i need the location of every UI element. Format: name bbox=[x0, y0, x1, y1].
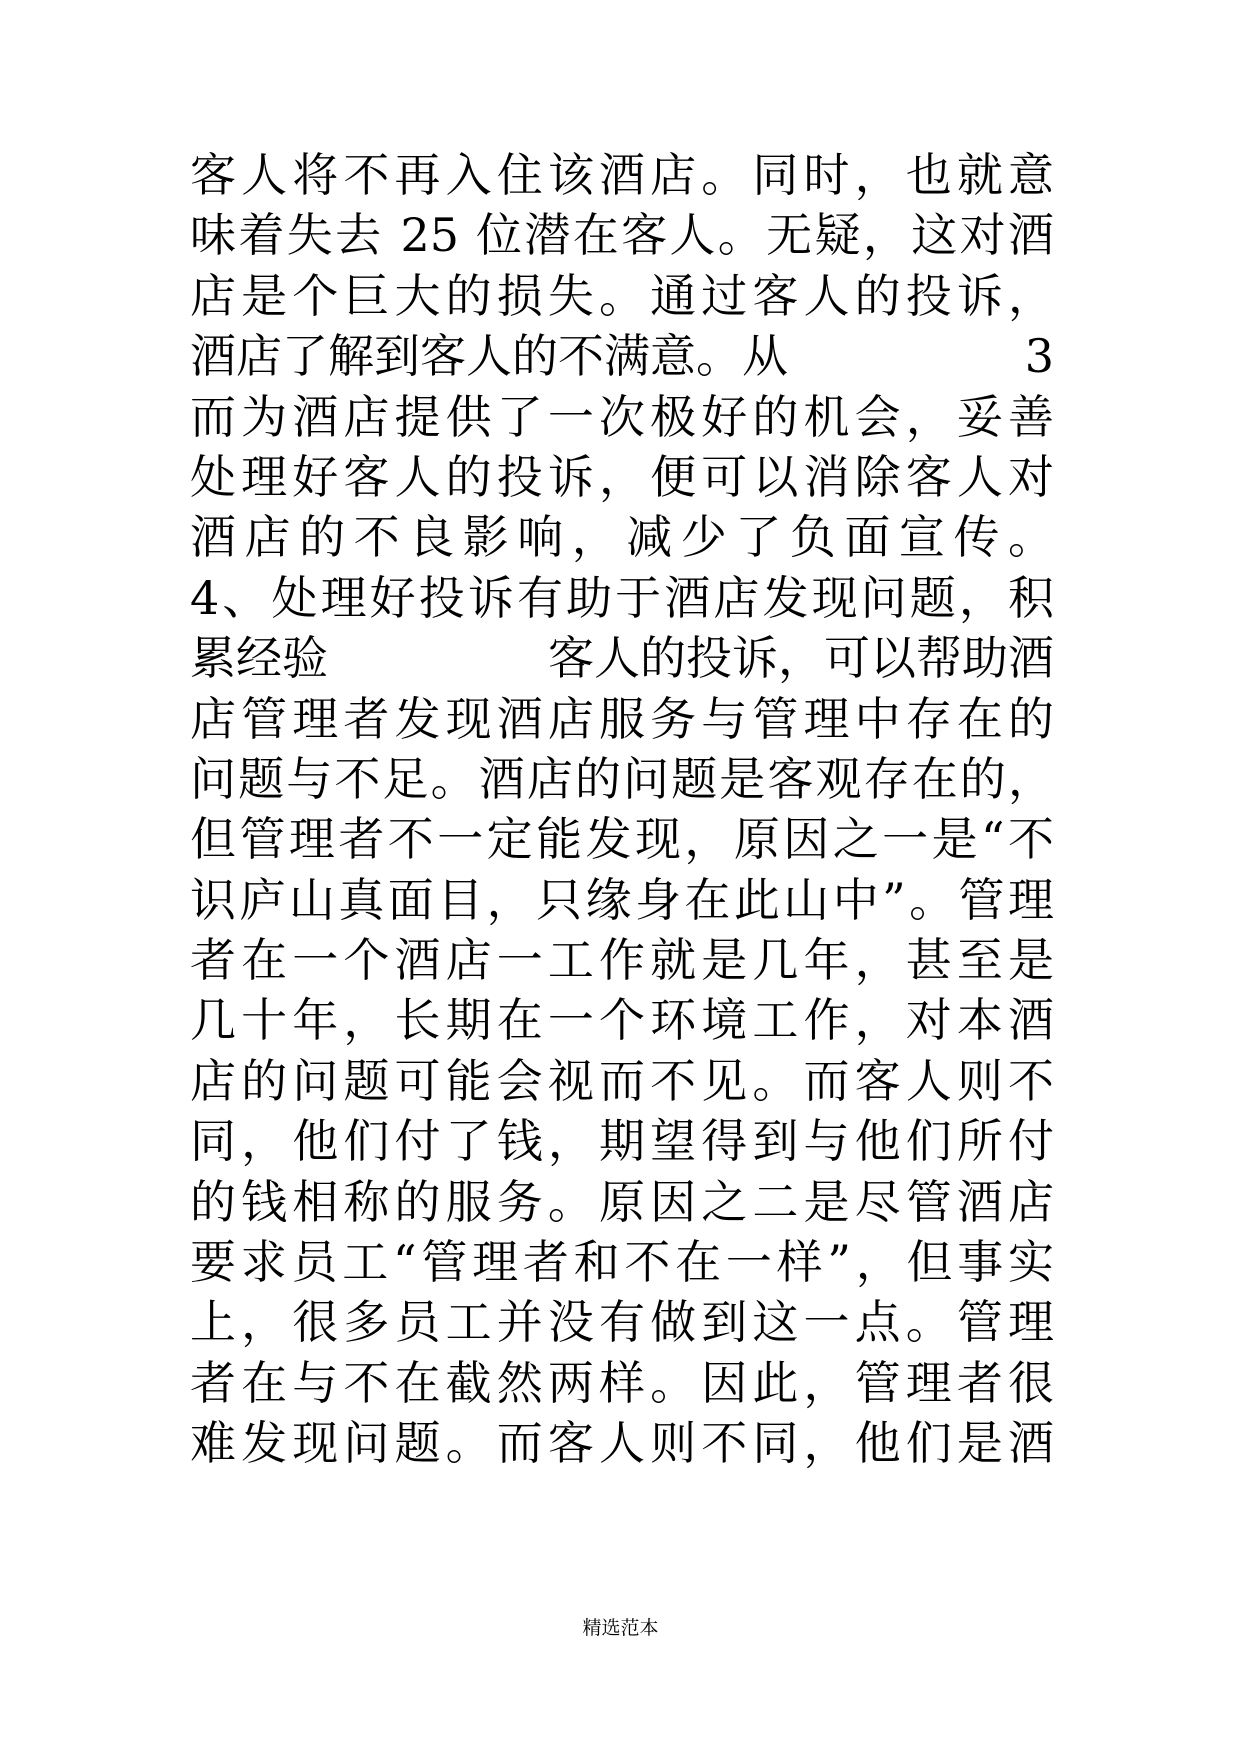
body-text bbox=[190, 145, 1054, 1474]
text-line bbox=[190, 326, 1054, 386]
text-line: 的钱相称的服务。原因之二是尽管酒店 bbox=[190, 1174, 1054, 1229]
text-line: 但管理者不一定能发现，原因之一是“不 bbox=[190, 812, 1054, 867]
text-line: 而为酒店提供了一次极好的机会，妥善 bbox=[190, 389, 1054, 444]
text-line: 客人将不再入住该酒店。同时，也就意 bbox=[190, 148, 1054, 202]
text-fragment: 累经验 bbox=[190, 631, 328, 686]
text-line: 要求员工“管理者和不在一样”，但事实 bbox=[190, 1235, 1054, 1290]
text-line: 店管理者发现酒店服务与管理中存在的 bbox=[190, 691, 1054, 746]
text-line: 者在一个酒店一工作就是几年，甚至是 bbox=[190, 933, 1054, 988]
text-fragment: 客人的投诉，可以帮助酒 bbox=[548, 631, 1054, 686]
text-fragment: 酒店了解到客人的不满意。从 bbox=[190, 329, 788, 384]
page-footer: 精选范本 bbox=[582, 1617, 659, 1639]
text-fragment: 3 bbox=[1024, 329, 1054, 384]
text-line: 店是个巨大的损失。通过客人的投诉， bbox=[190, 268, 1054, 323]
text-line bbox=[190, 628, 1054, 688]
text-line: 酒店的不良影响，减少了负面宣传。 bbox=[190, 510, 1054, 565]
text-line: 识庐山真面目，只缘身在此山中”。管理 bbox=[190, 872, 1054, 927]
text-line: 问题与不足。酒店的问题是客观存在的， bbox=[190, 751, 1054, 806]
text-line: 者在与不在截然两样。因此，管理者很 bbox=[190, 1355, 1054, 1410]
text-line: 店的问题可能会视而不见。而客人则不 bbox=[190, 1053, 1054, 1108]
text-line: 处理好客人的投诉，便可以消除客人对 bbox=[190, 449, 1054, 504]
text-line: 味着失去 25 位潜在客人。无疑，这对酒 bbox=[190, 208, 1054, 263]
text-line: 难发现问题。而客人则不同，他们是酒 bbox=[190, 1416, 1054, 1471]
text-line: 同，他们付了钱，期望得到与他们所付 bbox=[190, 1114, 1054, 1169]
text-line: 4、处理好投诉有助于酒店发现问题，积 bbox=[190, 570, 1054, 625]
text-line: 几十年，长期在一个环境工作，对本酒 bbox=[190, 993, 1054, 1048]
text-line: 上，很多员工并没有做到这一点。管理 bbox=[190, 1295, 1054, 1350]
